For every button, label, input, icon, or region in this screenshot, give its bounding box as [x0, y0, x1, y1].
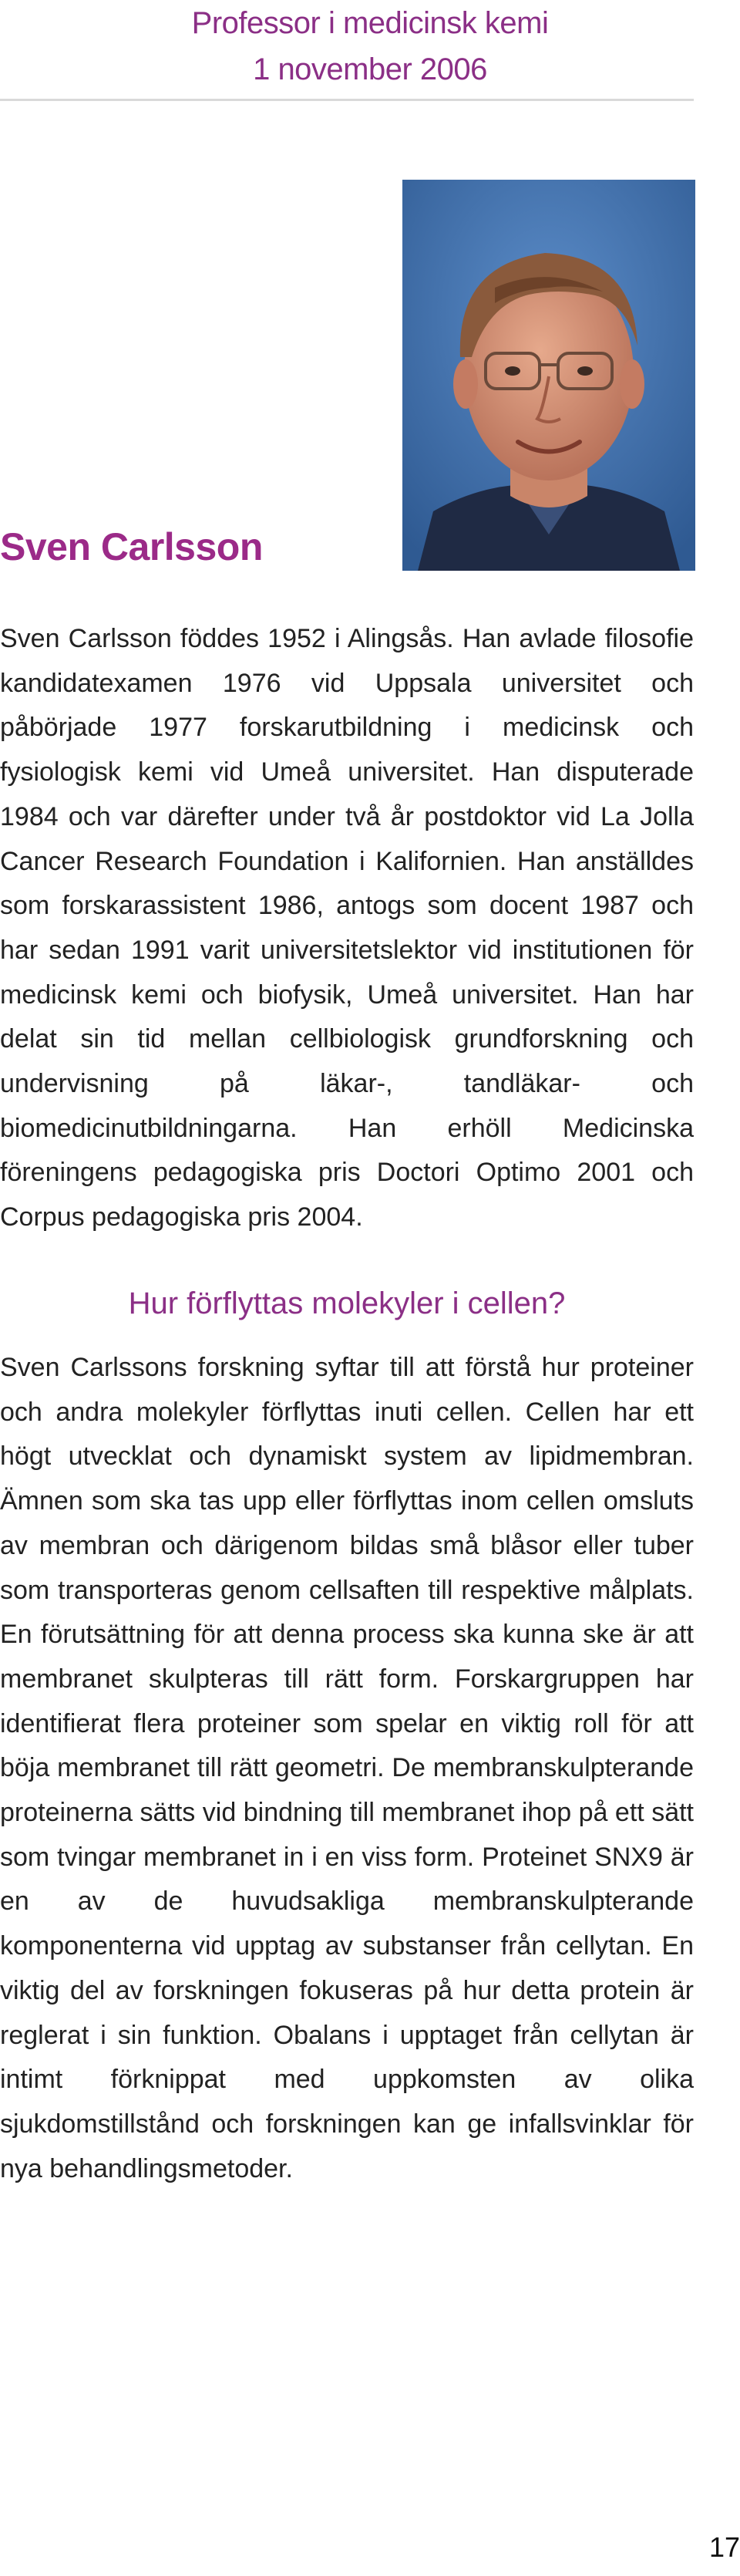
page-number: 17 [708, 2531, 740, 2563]
research-paragraph: Sven Carlssons forskning syftar till att förstå hur proteiner och andra molekyler förflyttas inuti cellen. Cellen har ett högt utvecklat och dynamiskt system av lipidmembran. Ämnen som ska tas upp eller förflyttas inom cellen omsluts av membran och därigenom bildas små blåsor eller tuber som transporteras genom cellsaften till respektive målplats. En förutsättning för att denna process ska kunna ske är att membranet skulpteras till rätt form. Forskargruppen har identifierat flera proteiner som spelar en viktig roll för att böja membranet till rätt geometri. De membranskulpterande proteinerna sätts vid bindning till membranet ihop på ett sätt som tvingar membranet in i en viss form. Proteinet SNX9 är en av de huvudsakliga membranskulpterande komponenterna vid upptag av substanser från cellytan. En viktig del av forskningen fokuseras på hur detta protein är reglerat i sin funktion. Obalans i upptaget från cellytan är intimt förknippat med uppkomsten av olika sjukdomstillstånd och forskningen kan ge infallsvinklar för nya behandlingsmetoder. [0, 1353, 694, 2183]
bio-paragraph: Sven Carlsson föddes 1952 i Alingsås. Han avlade filosofie kandidatexamen 1976 vid Uppsala universitet och påbörjade 1977 forskarutbildning i medicinsk och fysiologisk kemi vid Umeå universitet. Han disputerade 1984 och var därefter under två år postdoktor vid La Jolla Cancer Research Foundation i Kalifornien. Han anställdes som forskarassistent 1986, antogs som docent 1987 och har sedan 1991 varit universitetslektor vid institutionen för medicinsk kemi och biofysik, Umeå universitet. Han har delat sin tid mellan cellbiologisk grundforskning och undervisning på läkar-, tandläkar- och biomedicinutbildningarna. Han erhöll Medicinska föreningens pedagogiska pris Doctori Optimo 2001 och Corpus pedagogiska pris 2004. [0, 624, 694, 1232]
header-divider [0, 99, 694, 101]
page-header [0, 0, 740, 93]
header-title: Professor i medicinsk kemi [191, 6, 549, 40]
portrait-photo-icon [402, 180, 695, 571]
person-name: Sven Carlsson [0, 525, 263, 568]
header-date: 1 november 2006 [253, 52, 487, 86]
research-heading: Hur förflyttas molekyler i cellen? [128, 1286, 566, 1320]
portrait-photo [402, 180, 695, 571]
